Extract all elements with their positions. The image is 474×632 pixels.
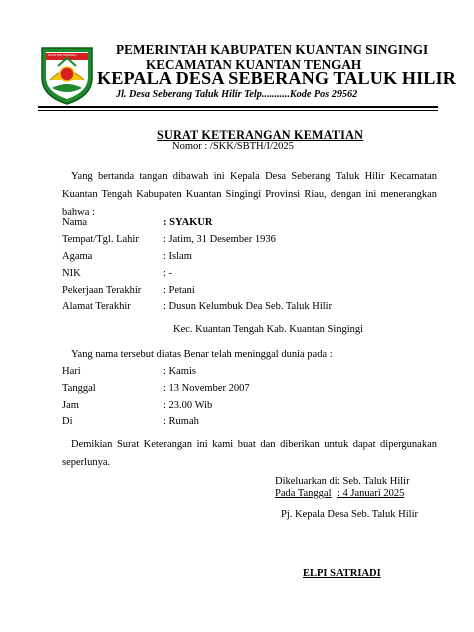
issue-date-value: : 4 Januari 2025 — [337, 488, 405, 499]
death-value-day: : Kamis — [163, 366, 196, 377]
intro-text: Yang bertanda tangan dibawah ini Kepala Desa Seberang Taluk Hilir Kecamatan Kuantan Tengah Kabupaten Kuantan Singingi Provinsi Riau, dengan ini menerangkan bahwa : — [62, 171, 437, 218]
death-value-date: : 13 November 2007 — [163, 383, 250, 394]
address-continuation: Kec. Kuantan Tengah Kab. Kuantan Singingi — [173, 324, 364, 335]
issued-at-label: Dikeluarkan di — [275, 476, 338, 487]
identity-value-birth: : Jatim, 31 Desember 1936 — [163, 234, 276, 245]
closing-paragraph — [62, 436, 437, 472]
identity-label-address: Alamat Terakhir — [62, 301, 131, 312]
identity-value-occupation: : Petani — [163, 285, 195, 296]
header-village-head: KEPALA DESA SEBERANG TALUK HILIR — [97, 68, 456, 88]
header-address: Jl. Desa Seberang Taluk Hilir Telp...........Kode Pos 29562 — [116, 89, 358, 100]
logo-banner-text: KUANTAN SINGINGI — [48, 53, 77, 57]
identity-label-nik: NIK — [62, 268, 81, 279]
header-divider-thick — [38, 106, 438, 108]
header-government: PEMERINTAH KABUPATEN KUANTAN SINGINGI — [116, 42, 429, 57]
identity-value-name: : SYAKUR — [163, 217, 213, 228]
document-number: Nomor : /SKK/SBTH/I/2025 — [172, 141, 294, 152]
identity-value-address: : Dusun Kelumbuk Dea Seb. Taluk Hilir — [163, 301, 333, 312]
identity-label-religion: Agama — [62, 251, 93, 262]
identity-value-nik: : - — [163, 268, 173, 279]
document-title: SURAT KETERANGAN KEMATIAN — [157, 128, 364, 142]
closing-text: Demikian Surat Keterangan ini kami buat dan diberikan untuk dapat dipergunakan seperlunya. — [62, 439, 437, 468]
issued-at-value: : Seb. Taluk Hilir — [337, 476, 410, 487]
identity-value-address-cont — [173, 319, 363, 337]
issue-date-label: Pada Tanggal — [275, 488, 332, 499]
signatory-position: Pj. Kepala Desa Seb. Taluk Hilir — [281, 509, 419, 520]
death-label-time: Jam — [62, 400, 79, 411]
header-divider-thin — [38, 110, 438, 111]
header-district: KECAMATAN KUANTAN TENGAH — [146, 57, 362, 72]
intro-paragraph — [62, 168, 437, 222]
identity-label-name: Nama — [62, 217, 88, 228]
identity-value-religion: : Islam — [163, 251, 192, 262]
death-label-date: Tanggal — [62, 383, 96, 394]
death-value-place: : Rumah — [163, 416, 199, 427]
identity-label-birth: Tempat/Tgl. Lahir — [62, 234, 139, 245]
death-value-time: : 23.00 Wib — [163, 400, 213, 411]
identity-label-occupation: Pekerjaan Terakhir — [62, 285, 142, 296]
signatory-name: ELPI SATRIADI — [303, 568, 381, 579]
death-label-day: Hari — [62, 366, 81, 377]
death-intro: Yang nama tersebut diatas Benar telah meninggal dunia pada : — [71, 349, 333, 360]
death-label-place: Di — [62, 416, 73, 427]
